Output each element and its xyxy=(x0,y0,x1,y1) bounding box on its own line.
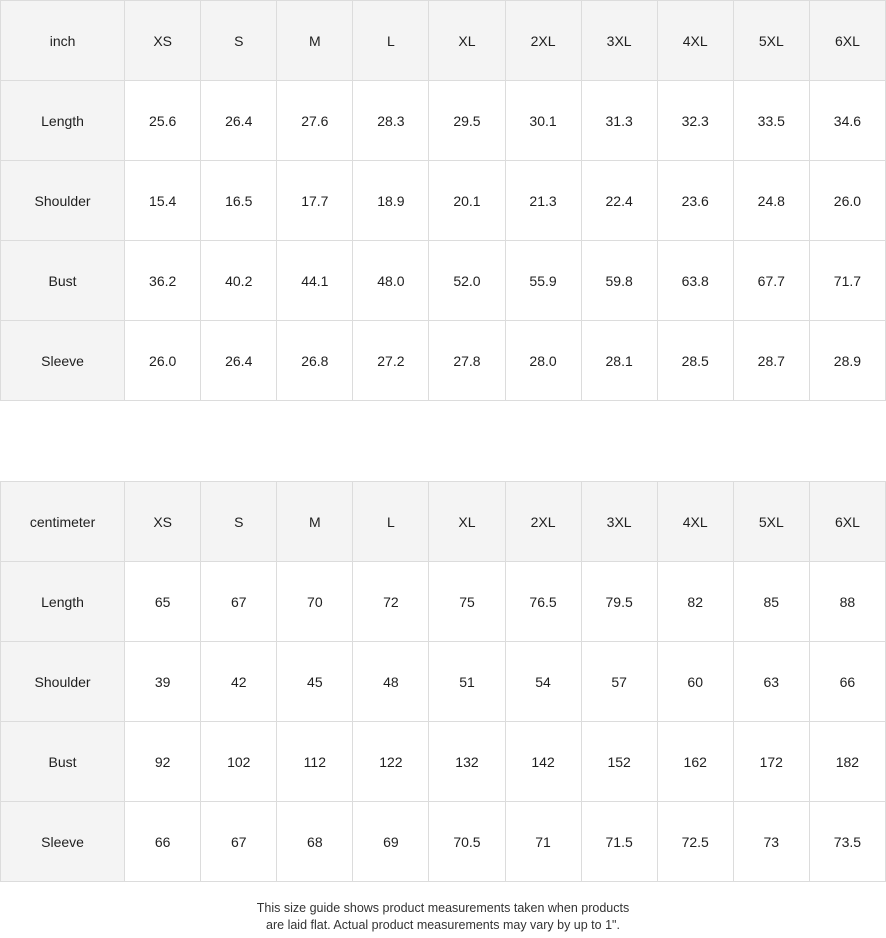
cell-sleeve-4xl: 28.5 xyxy=(657,321,733,401)
cell-bust-xs: 92 xyxy=(125,722,201,802)
size-header-6xl: 6XL xyxy=(809,1,885,81)
cell-shoulder-s: 42 xyxy=(201,642,277,722)
cell-sleeve-l: 69 xyxy=(353,802,429,882)
cell-length-6xl: 34.6 xyxy=(809,81,885,161)
cell-sleeve-6xl: 28.9 xyxy=(809,321,885,401)
size-header-6xl: 6XL xyxy=(809,482,885,562)
table-row xyxy=(1,161,886,241)
row-label-sleeve: Sleeve xyxy=(1,802,125,882)
size-header-m: M xyxy=(277,482,353,562)
table-separator xyxy=(0,401,886,481)
cell-sleeve-2xl: 71 xyxy=(505,802,581,882)
cell-length-2xl: 30.1 xyxy=(505,81,581,161)
cell-sleeve-3xl: 28.1 xyxy=(581,321,657,401)
cell-bust-5xl: 172 xyxy=(733,722,809,802)
size-guide-note-line-2: are laid flat. Actual product measurements may vary by up to 1". xyxy=(266,918,620,932)
table-row xyxy=(1,321,886,401)
cell-shoulder-5xl: 63 xyxy=(733,642,809,722)
cell-shoulder-4xl: 60 xyxy=(657,642,733,722)
table-row xyxy=(1,241,886,321)
size-table-centimeter-header xyxy=(1,482,886,562)
row-label-sleeve: Sleeve xyxy=(1,321,125,401)
cell-shoulder-m: 45 xyxy=(277,642,353,722)
row-label-length: Length xyxy=(1,81,125,161)
cell-bust-xl: 132 xyxy=(429,722,505,802)
table-row xyxy=(1,642,886,722)
cell-shoulder-l: 48 xyxy=(353,642,429,722)
cell-shoulder-2xl: 54 xyxy=(505,642,581,722)
cell-length-4xl: 32.3 xyxy=(657,81,733,161)
cell-bust-4xl: 162 xyxy=(657,722,733,802)
cell-length-m: 27.6 xyxy=(277,81,353,161)
table-row xyxy=(1,562,886,642)
cell-bust-2xl: 55.9 xyxy=(505,241,581,321)
cell-bust-l: 48.0 xyxy=(353,241,429,321)
cell-bust-m: 44.1 xyxy=(277,241,353,321)
cell-shoulder-xs: 15.4 xyxy=(125,161,201,241)
cell-shoulder-6xl: 26.0 xyxy=(809,161,885,241)
cell-shoulder-xl: 51 xyxy=(429,642,505,722)
cell-length-4xl: 82 xyxy=(657,562,733,642)
unit-label-inch: inch xyxy=(1,1,125,81)
cell-length-5xl: 33.5 xyxy=(733,81,809,161)
size-header-m: M xyxy=(277,1,353,81)
cell-bust-m: 112 xyxy=(277,722,353,802)
cell-bust-xs: 36.2 xyxy=(125,241,201,321)
cell-sleeve-xs: 66 xyxy=(125,802,201,882)
cell-sleeve-xs: 26.0 xyxy=(125,321,201,401)
cell-sleeve-xl: 27.8 xyxy=(429,321,505,401)
size-header-2xl: 2XL xyxy=(505,482,581,562)
cell-length-2xl: 76.5 xyxy=(505,562,581,642)
cell-bust-xl: 52.0 xyxy=(429,241,505,321)
cell-bust-6xl: 71.7 xyxy=(809,241,885,321)
cell-length-xs: 65 xyxy=(125,562,201,642)
cell-sleeve-3xl: 71.5 xyxy=(581,802,657,882)
cell-sleeve-l: 27.2 xyxy=(353,321,429,401)
cell-sleeve-6xl: 73.5 xyxy=(809,802,885,882)
table-row xyxy=(1,722,886,802)
cell-length-s: 67 xyxy=(201,562,277,642)
row-label-length: Length xyxy=(1,562,125,642)
cell-shoulder-3xl: 22.4 xyxy=(581,161,657,241)
cell-shoulder-xs: 39 xyxy=(125,642,201,722)
size-table-centimeter-body xyxy=(1,562,886,882)
size-header-xl: XL xyxy=(429,482,505,562)
size-header-s: S xyxy=(201,482,277,562)
size-header-xl: XL xyxy=(429,1,505,81)
cell-sleeve-2xl: 28.0 xyxy=(505,321,581,401)
size-header-5xl: 5XL xyxy=(733,482,809,562)
size-header-2xl: 2XL xyxy=(505,1,581,81)
row-label-shoulder: Shoulder xyxy=(1,642,125,722)
cell-sleeve-5xl: 28.7 xyxy=(733,321,809,401)
cell-shoulder-5xl: 24.8 xyxy=(733,161,809,241)
row-label-shoulder: Shoulder xyxy=(1,161,125,241)
size-header-3xl: 3XL xyxy=(581,482,657,562)
table-row xyxy=(1,802,886,882)
size-header-l: L xyxy=(353,482,429,562)
cell-length-l: 72 xyxy=(353,562,429,642)
size-header-5xl: 5XL xyxy=(733,1,809,81)
cell-sleeve-xl: 70.5 xyxy=(429,802,505,882)
cell-length-6xl: 88 xyxy=(809,562,885,642)
cell-length-xl: 29.5 xyxy=(429,81,505,161)
unit-label-centimeter: centimeter xyxy=(1,482,125,562)
cell-bust-5xl: 67.7 xyxy=(733,241,809,321)
table-row xyxy=(1,81,886,161)
cell-shoulder-3xl: 57 xyxy=(581,642,657,722)
size-header-4xl: 4XL xyxy=(657,1,733,81)
cell-length-3xl: 31.3 xyxy=(581,81,657,161)
cell-sleeve-s: 26.4 xyxy=(201,321,277,401)
size-guide-note xyxy=(0,882,886,934)
row-label-bust: Bust xyxy=(1,241,125,321)
cell-length-3xl: 79.5 xyxy=(581,562,657,642)
cell-length-xs: 25.6 xyxy=(125,81,201,161)
cell-bust-3xl: 152 xyxy=(581,722,657,802)
cell-shoulder-4xl: 23.6 xyxy=(657,161,733,241)
row-label-bust: Bust xyxy=(1,722,125,802)
cell-length-l: 28.3 xyxy=(353,81,429,161)
size-header-s: S xyxy=(201,1,277,81)
cell-length-5xl: 85 xyxy=(733,562,809,642)
cell-sleeve-m: 26.8 xyxy=(277,321,353,401)
cell-bust-4xl: 63.8 xyxy=(657,241,733,321)
cell-length-s: 26.4 xyxy=(201,81,277,161)
cell-bust-s: 102 xyxy=(201,722,277,802)
cell-sleeve-m: 68 xyxy=(277,802,353,882)
size-header-4xl: 4XL xyxy=(657,482,733,562)
cell-length-xl: 75 xyxy=(429,562,505,642)
size-table-inch xyxy=(0,0,886,401)
cell-sleeve-s: 67 xyxy=(201,802,277,882)
cell-bust-2xl: 142 xyxy=(505,722,581,802)
cell-shoulder-xl: 20.1 xyxy=(429,161,505,241)
cell-length-m: 70 xyxy=(277,562,353,642)
cell-shoulder-l: 18.9 xyxy=(353,161,429,241)
size-header-l: L xyxy=(353,1,429,81)
cell-sleeve-5xl: 73 xyxy=(733,802,809,882)
size-header-xs: XS xyxy=(125,482,201,562)
cell-shoulder-s: 16.5 xyxy=(201,161,277,241)
cell-bust-s: 40.2 xyxy=(201,241,277,321)
size-table-inch-header xyxy=(1,1,886,81)
size-guide-note-line-1: This size guide shows product measurements taken when products xyxy=(256,901,630,915)
cell-bust-6xl: 182 xyxy=(809,722,885,802)
cell-shoulder-m: 17.7 xyxy=(277,161,353,241)
cell-sleeve-4xl: 72.5 xyxy=(657,802,733,882)
table-header-row xyxy=(1,1,886,81)
cell-bust-l: 122 xyxy=(353,722,429,802)
size-table-inch-body xyxy=(1,81,886,401)
cell-shoulder-6xl: 66 xyxy=(809,642,885,722)
table-header-row xyxy=(1,482,886,562)
cell-bust-3xl: 59.8 xyxy=(581,241,657,321)
cell-shoulder-2xl: 21.3 xyxy=(505,161,581,241)
size-header-xs: XS xyxy=(125,1,201,81)
size-header-3xl: 3XL xyxy=(581,1,657,81)
size-table-centimeter xyxy=(0,481,886,882)
